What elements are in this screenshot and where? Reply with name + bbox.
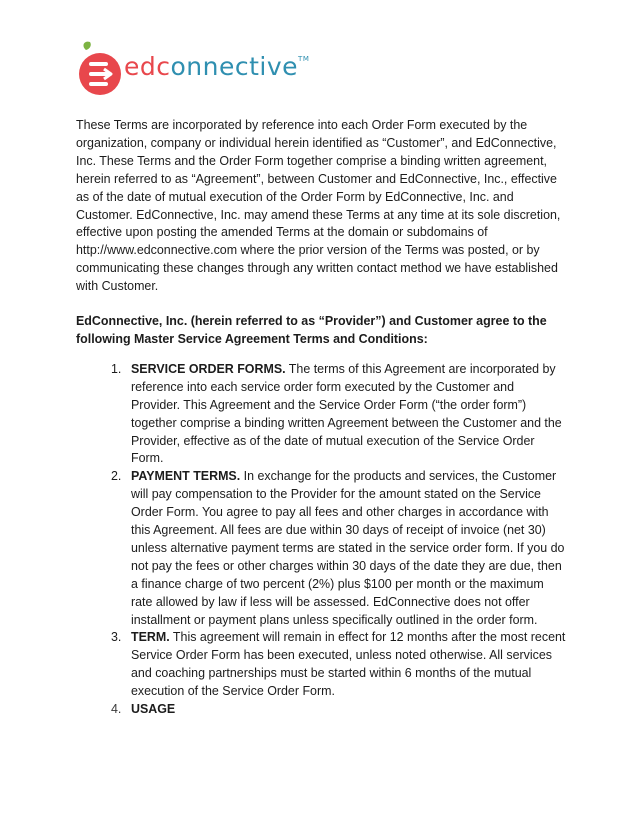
document-body xyxy=(76,117,566,719)
term-item xyxy=(76,468,566,629)
term-body: This agreement will remain in effect for 12 months after the most recent Service Order Form has been executed, unless noted otherwise. All services and coaching partnerships must be started within 6 months of the mutual execution of the Service Order Form. xyxy=(131,630,566,699)
term-item xyxy=(76,701,566,719)
term-item xyxy=(76,361,566,468)
term-number: 1. xyxy=(111,361,122,376)
term-number: 4. xyxy=(111,702,122,717)
term-number: 2. xyxy=(111,469,122,484)
term-heading: USAGE xyxy=(131,702,176,717)
term-heading: PAYMENT TERMS. xyxy=(131,469,241,484)
term-body: In exchange for the products and services, the Customer will pay compensation to the Provider for the amount stated on the Service Order Form. You agree to pay all fees and other charges in accordance with this Agreement. All fees are due within 30 days of receipt of invoice (net 30) unless alternative payment terms are stated in the service order form. If you do not pay the fees or other charges within 30 days of the date they are due, then a finance charge of two percent (2%) plus $100 per month or the maximum rate allowed by law if less will be assessed. EdConnective does not offer installment or payment plans unless specifically outlined in the order form. xyxy=(131,469,565,627)
brand-name-part1: edc xyxy=(124,52,171,81)
brand-o: o xyxy=(170,52,187,81)
term-heading: SERVICE ORDER FORMS. xyxy=(131,361,286,376)
term-number: 3. xyxy=(111,630,122,645)
term-item xyxy=(76,629,566,701)
trademark: TM xyxy=(298,55,310,63)
edconnective-logo xyxy=(78,38,308,100)
term-body: The terms of this Agreement are incorporated by reference into each service order form executed by the Customer and Provider. This Agreement and the Service Order Form (“the order form”) together comprise a binding written Agreement between the Customer and the Provider, effective as of the date of mutual execution of the Service Order Form. xyxy=(131,361,562,466)
terms-list xyxy=(76,361,566,719)
agreement-statement: EdConnective, Inc. (herein referred to as “Provider”) and Customer agree to the following Master Service Agreement Terms and Conditions: xyxy=(76,314,547,346)
brand-wordmark xyxy=(124,52,309,81)
term-heading: TERM. xyxy=(131,630,170,645)
intro-paragraph: These Terms are incorporated by reference into each Order Form executed by the organization, company or individual herein identified as “Customer”, and EdConnective, Inc. These Terms and the Order Form together comprise a binding written agreement, herein referred to as “Agreement”, between Customer and EdConnective, Inc., effective as of the date of mutual execution of the Order Form by EdConnective, Inc. and Customer. EdConnective, Inc. may amend these Terms at any time at its sole discretion, effective upon posting the amended Terms at the domain or subdomains of http://www.edconnective.com where the prior version of the Terms was posted, or by communicating these changes through any written contact method we have established with Customer. xyxy=(76,118,561,294)
brand-name-part2: nnective xyxy=(186,52,299,81)
apple-logo-icon xyxy=(78,38,130,100)
